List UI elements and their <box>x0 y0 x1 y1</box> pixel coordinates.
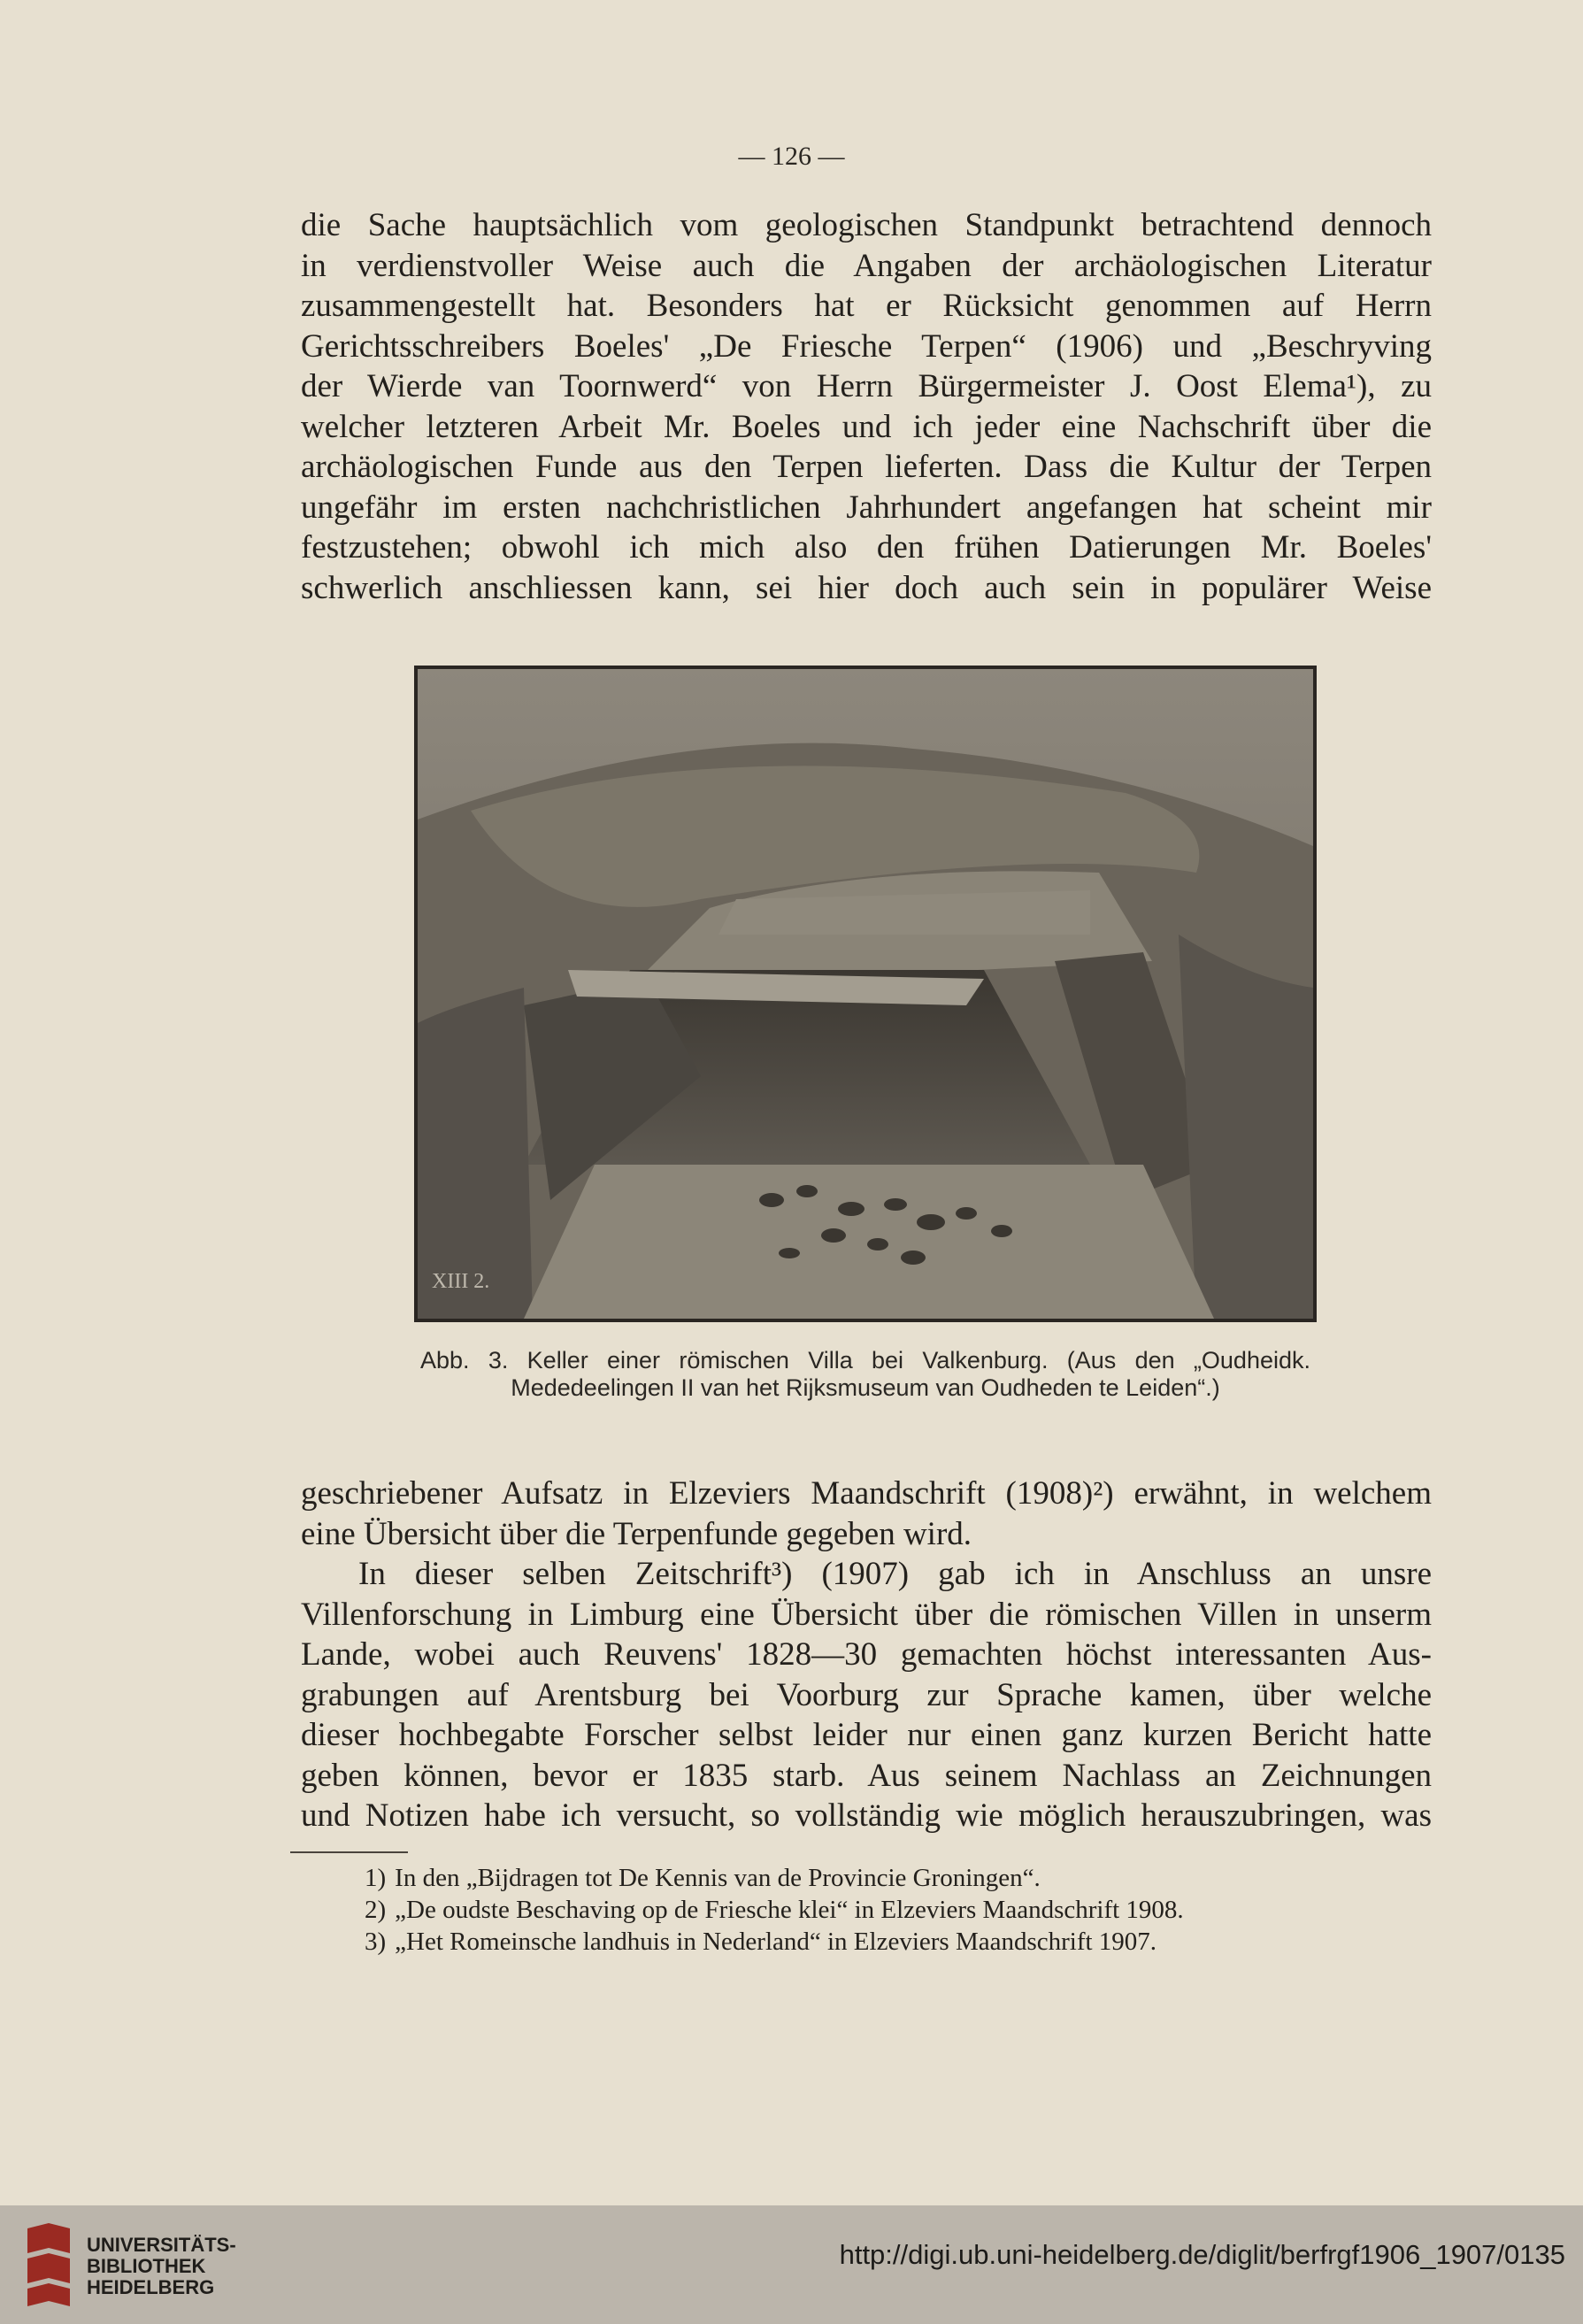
text-line: schwerlich anschliessen kann, sei hier doch auch sein in populärer Weise <box>301 569 1432 606</box>
text-line: geben können, bevor er 1835 starb. Aus seinem Nachlass an Zeichnungen <box>301 1757 1432 1794</box>
text-line: Lande, wobei auch Reuvens' 1828—30 gemachten höchst interessanten Aus- <box>301 1636 1432 1673</box>
text-line: der Wierde van Toornwerd“ von Herrn Bürgermeister J. Oost Elema¹), zu <box>301 368 1432 404</box>
footnote-text: „Het Romeinsche landhuis in Nederland“ in Elzeviers Maandschrift 1907. <box>395 1928 1157 1956</box>
library-name-line: HEIDELBERG <box>87 2276 215 2298</box>
library-name-line: BIBLIOTHEK <box>87 2255 206 2277</box>
text-line: geschriebener Aufsatz in Elzeviers Maandschrift (1908)²) erwähnt, in welchem <box>301 1475 1432 1512</box>
text-line: festzustehen; obwohl ich mich also den frühen Datierungen Mr. Boeles' <box>301 529 1432 566</box>
library-logo-icon <box>22 2221 75 2308</box>
footnote-number: 1) <box>365 1864 387 1892</box>
footnote-number: 3) <box>365 1928 387 1956</box>
text-line: ungefähr im ersten nachchristlichen Jahrhundert angefangen hat scheint mir <box>301 489 1432 526</box>
figure-photograph <box>414 666 1317 1322</box>
text-line: und Notizen habe ich versucht, so vollständig wie möglich herauszubringen, was <box>301 1797 1432 1834</box>
figure-mark: XIII 2. <box>432 1270 490 1293</box>
source-url-link[interactable]: http://digi.ub.uni-heidelberg.de/diglit/berfrgf1906_1907/0135 <box>839 2239 1565 2270</box>
footnote-divider <box>290 1851 408 1853</box>
library-name <box>87 2235 236 2298</box>
text-line: grabungen auf Arentsburg bei Voorburg zur Sprache kamen, über welche <box>301 1676 1432 1713</box>
figure-caption: Abb. 3. Keller einer römischen Villa bei Valkenburg. (Aus den „Oudheidk. Mededeelingen II van het Rijksmuseum van Oudheden te Leiden“.) <box>420 1347 1310 1401</box>
text-line: In dieser selben Zeitschrift³) (1907) gab ich in Anschluss an unsre <box>358 1556 1432 1592</box>
text-line: archäologischen Funde aus den Terpen lieferten. Dass die Kultur der Terpen <box>301 449 1432 485</box>
page-number: — 126 — <box>738 142 845 171</box>
footnote-3 <box>365 1926 1426 1958</box>
text-line: dieser hochbegabte Forscher selbst leider nur einen ganz kurzen Bericht hatte <box>301 1717 1432 1753</box>
footnote-1 <box>365 1862 1426 1894</box>
paragraph-2 <box>301 1474 1432 1836</box>
text-line: die Sache hauptsächlich vom geologischen Standpunkt betrachtend dennoch <box>301 207 1432 243</box>
text-line: Gerichtsschreibers Boeles' „De Friesche Terpen“ (1906) und „Beschryving <box>301 327 1432 365</box>
paragraph-1 <box>301 205 1432 608</box>
text-line: zusammengestellt hat. Besonders hat er Rücksicht genommen auf Herrn <box>301 288 1432 324</box>
footnotes <box>365 1862 1426 1958</box>
footnote-text: In den „Bijdragen tot De Kennis van de Provincie Groningen“. <box>395 1864 1041 1892</box>
footnote-number: 2) <box>365 1896 387 1924</box>
text-line: eine Übersicht über die Terpenfunde gegeben wird. <box>301 1515 972 1552</box>
footnote-2 <box>365 1894 1426 1926</box>
excavation-photo <box>418 669 1313 1319</box>
text-line: in verdienstvoller Weise auch die Angaben der archäologischen Literatur <box>301 247 1432 284</box>
library-name-line: UNIVERSITÄTS- <box>87 2234 236 2256</box>
footnote-text: „De oudste Beschaving op de Friesche klei“ in Elzeviers Maandschrift 1908. <box>395 1896 1184 1924</box>
text-line: welcher letzteren Arbeit Mr. Boeles und ich jeder eine Nachschrift über die <box>301 408 1432 445</box>
text-line: Villenforschung in Limburg eine Übersicht über die römischen Villen in unserm <box>301 1596 1432 1633</box>
